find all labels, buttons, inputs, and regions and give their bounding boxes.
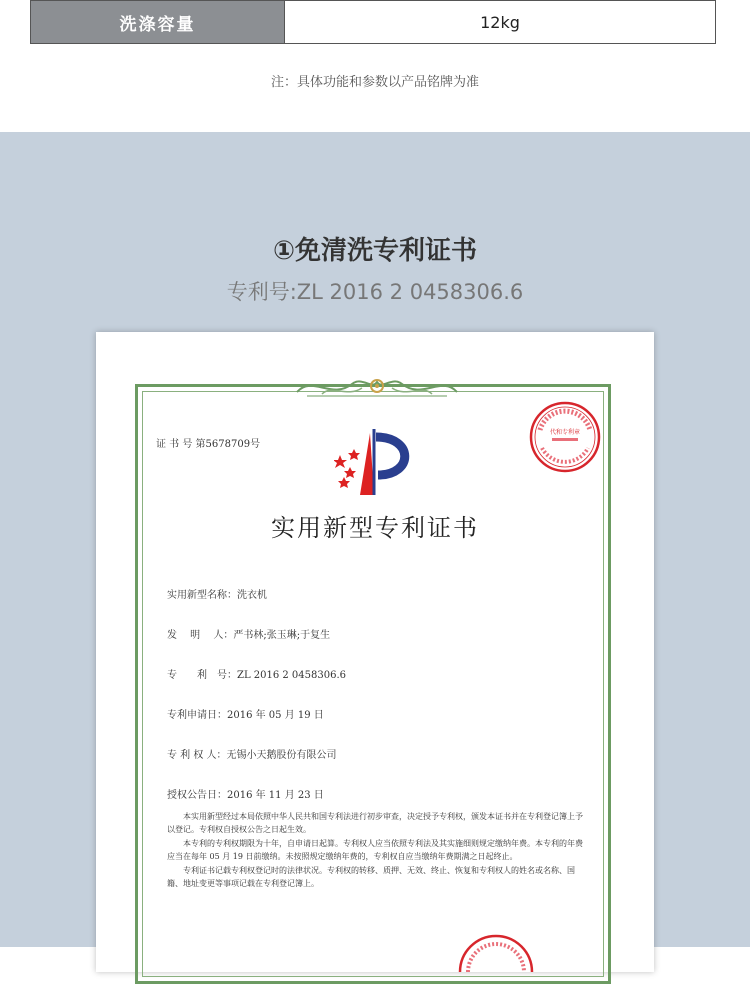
certificate-body-text [167,810,587,891]
patent-certificate-image [96,332,654,972]
body-paragraph: 专利证书记载专利权登记时的法律状况。专利权的转移、质押、无效、终止、恢复和专利权人的姓名或名称、国籍、地址变更等事项记载在专利登记簿上。 [167,866,575,888]
body-paragraph: 本专利的专利权期限为十年，自申请日起算。专利权人应当依照专利法及其实施细则规定缴纳年费。本专利的年费应当在每年 05 月 19 日前缴纳。未按照规定缴纳年费的，专利权自应当缴纳年费期满之日起终止。 [167,839,583,861]
patent-office-emblem-icon [334,425,418,497]
seal-center-text: 代和专利章 [549,429,581,436]
patent-number-subtitle: 专利号:ZL 2016 2 0458306.6 [226,280,524,304]
field-announcement-date [167,786,324,801]
field-key: 专 利 权 人： [167,750,227,761]
field-key: 授权公告日： [167,790,227,801]
field-value: ZL 2016 2 0458306.6 [237,670,347,681]
field-patentee [167,746,337,761]
field-value: 无锡小天鹅股份有限公司 [226,750,337,761]
spec-value: 12kg [284,1,715,43]
spec-table-row [30,0,716,44]
field-value: 严书林;张玉琳;于复生 [233,630,331,641]
field-value: 洗衣机 [237,590,267,601]
bottom-seal-icon [456,932,536,972]
field-patent-number [167,666,346,681]
field-key: 发 明 人： [167,630,234,641]
field-key: 专 利 号： [167,670,237,681]
red-seal-icon [528,400,602,474]
spec-label: 洗涤容量 [31,1,284,43]
ornament-icon [292,370,462,404]
certificate-number: 证 书 号 第5678709号 [156,439,261,450]
spec-note: 注：具体功能和参数以产品铭牌为准 [270,75,479,90]
body-paragraph: 本实用新型经过本局依照中华人民共和国专利法进行初步审查，决定授予专利权，颁发本证书并在专利登记簿上予以登记。专利权自授权公告之日起生效。 [167,812,583,834]
field-key: 实用新型名称： [167,590,237,601]
field-value: 2016 年 11 月 23 日 [227,790,324,801]
certificate-heading: 实用新型专利证书 [271,514,479,542]
field-utility-model-name [167,586,267,601]
field-application-date [167,706,324,721]
field-value: 2016 年 05 月 19 日 [227,710,324,721]
field-inventors [167,626,330,641]
patent-section [0,132,750,947]
field-key: 专利申请日： [167,710,227,721]
section-title: ①免清洗专利证书 [272,236,477,266]
